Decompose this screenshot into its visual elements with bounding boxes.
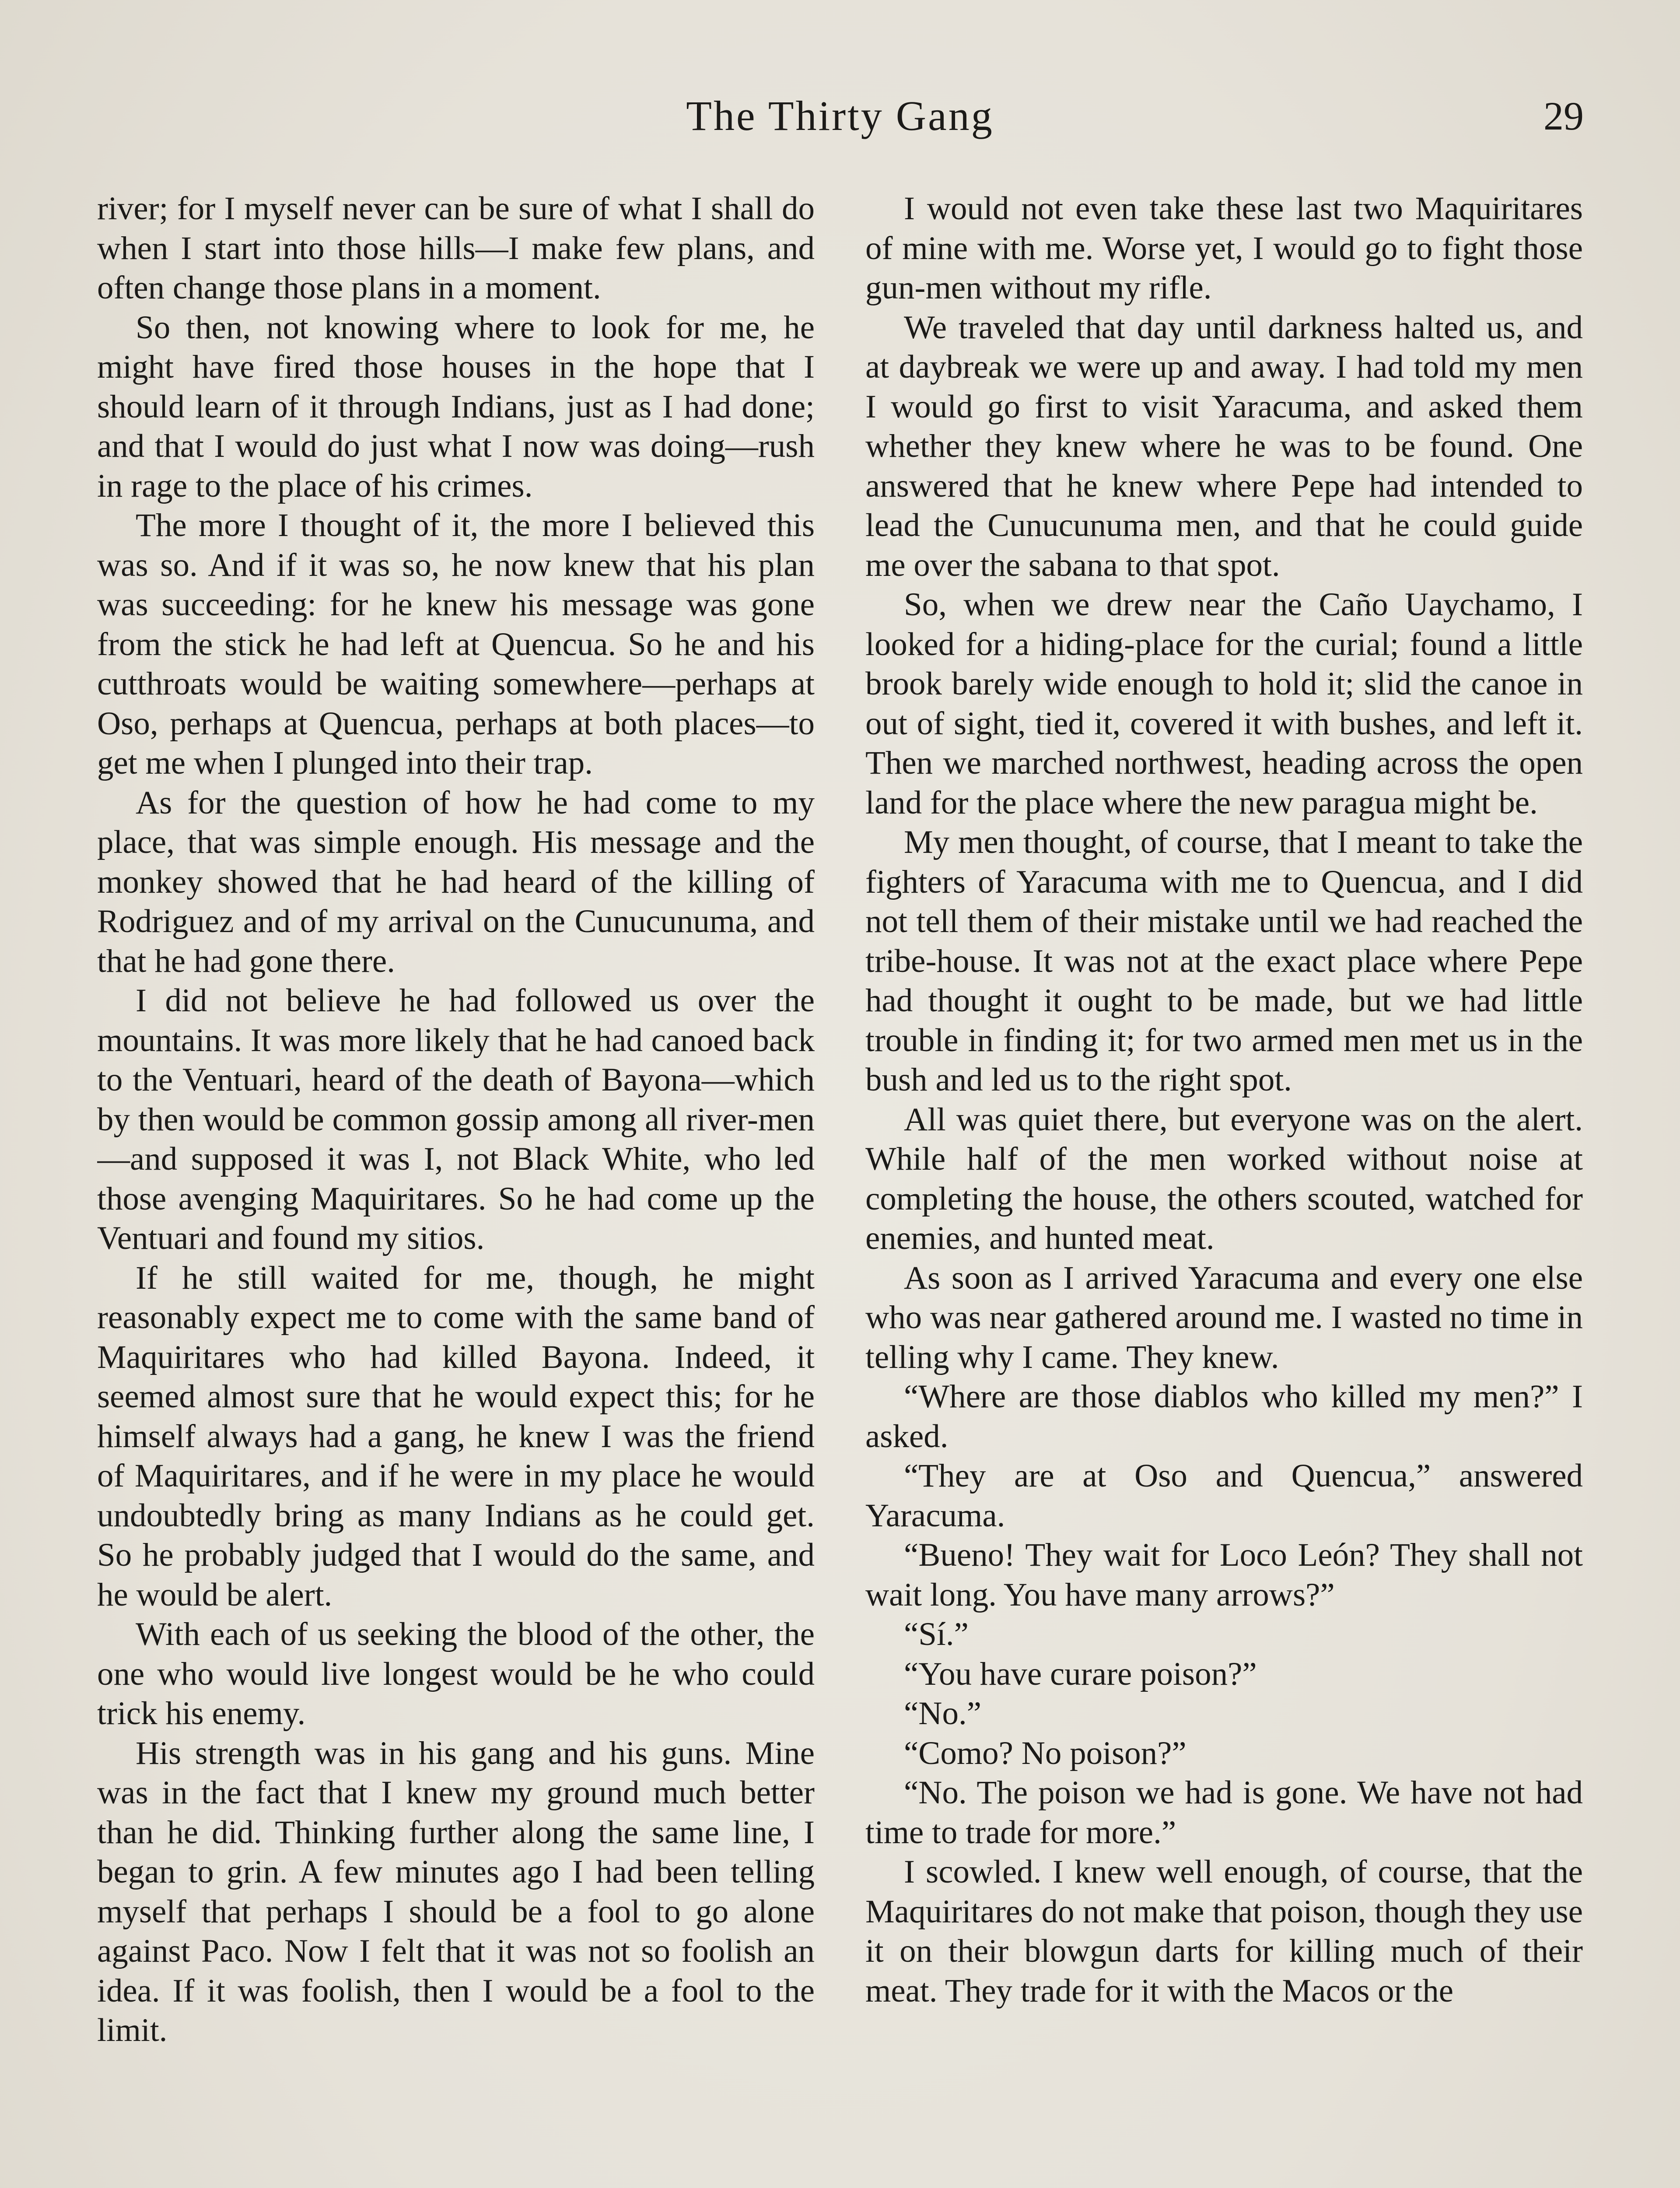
left-column (97, 189, 815, 2188)
paragraph: My men thought, of course, that I meant to take the fighters of Yaracuma with me to Quencua, and I did not tell them of their mistake until we had reached the tribe-house. It was not at the exact place where Pepe had thought it ought to be made, but we had little trouble in finding it; for two armed men met us in the bush and led us to the right spot. (865, 824, 1583, 1098)
paragraph: The more I thought of it, the more I believed this was so. And if it was so, he now knew that his plan was succeeding: for he knew his message was gone from the stick he had left at Quencua. So he and his cutthroats would be waiting somewhere—perhaps at Oso, perhaps at Quencua, perhaps at both places—to get me when I plunged into their trap. (97, 507, 815, 781)
paragraph: So then, not knowing where to look for me, he might have fired those houses in the hope that I should learn of it through Indians, just as I had done; and that I would do just what I now was doing—rush in rage to the place of his crimes. (97, 309, 815, 504)
paragraph: I did not believe he had followed us over the mountains. It was more likely that he had canoed back to the Ventuari, heard of the death of Bayona—which by then would be common gossip among all river-men—and supposed it was I, not Black White, who led those avenging Maquiritares. So he had come up the Ventuari and found my sitios. (97, 982, 815, 1256)
dialogue-line: “They are at Oso and Quencua,” answered Yaracuma. (865, 1458, 1583, 1534)
paragraph: His strength was in his gang and his guns. Mine was in the fact that I knew my ground much better than he did. Thinking further along the same line, I began to grin. A few minutes ago I had been telling myself that perhaps I should be a fool to go alone against Paco. Now I felt that it was not so foolish an idea. If it was foolish, then I would be a fool to the limit. (97, 1735, 815, 2048)
paragraph: As soon as I arrived Yaracuma and every one else who was near gathered around me. I wasted no time in telling why I came. They knew. (865, 1259, 1583, 1375)
paragraph: I scowled. I knew well enough, of course, that the Maquiritares do not make that poison, though they use it on their blowgun darts for killing much of their meat. They trade for it with the Macos or the (865, 1854, 1583, 2009)
paragraph: So, when we drew near the Caño Uaychamo, I looked for a hiding-place for the curial; found a little brook barely wide enough to hold it; slid the canoe in out of sight, tied it, covered it with bushes, and left it. Then we marched northwest, heading across the open land for the place where the new paragua might be. (865, 586, 1583, 821)
paragraph: All was quiet there, but everyone was on the alert. While half of the men worked without noise at completing the house, the others scouted, watched for enemies, and hunted meat. (865, 1101, 1583, 1256)
paragraph: If he still waited for me, though, he might reasonably expect me to come with the same band of Maquiritares who had killed Bayona. Indeed, it seemed almost sure that he would expect this; for he himself always had a gang, he knew I was the friend of Maquiritares, and if he were in my place he would undoubtedly bring as many Indians as he could get. So he probably judged that I would do the same, and he would be alert. (97, 1259, 815, 1613)
dialogue-line: “Como? No poison?” (904, 1735, 1186, 1771)
paragraph: I would not even take these last two Maquiritares of mine with me. Worse yet, I would go to fight those gun-men without my rifle. (865, 190, 1583, 306)
dialogue-line: “You have curare poison?” (904, 1655, 1257, 1692)
page-title: The Thirty Gang (686, 92, 994, 139)
dialogue-line: “Sí.” (904, 1616, 969, 1652)
dialogue-line: “Where are those diablos who killed my men?” I asked. (865, 1378, 1583, 1455)
running-head (0, 88, 1680, 144)
paragraph: As for the question of how he had come to my place, that was simple enough. His message and the monkey showed that he had heard of the killing of Rodriguez and of my arrival on the Cunucunuma, and that he had gone there. (97, 784, 815, 979)
dialogue-line: “Bueno! They wait for Loco León? They shall not wait long. You have many arrows?” (865, 1537, 1583, 1613)
right-column (865, 189, 1583, 2188)
paragraph: With each of us seeking the blood of the other, the one who would live longest would be he who could trick his enemy. (97, 1616, 815, 1732)
paragraph: We traveled that day until darkness halted us, and at daybreak we were up and away. I had told my men I would go first to visit Yaracuma, and asked them whether they knew where he was to be found. One answered that he knew where Pepe had intended to lead the Cunucunuma men, and that he could guide me over the sabana to that spot. (865, 309, 1583, 583)
dialogue-line: “No. The poison we had is gone. We have not had time to trade for more.” (865, 1774, 1583, 1851)
page-number: 29 (1544, 94, 1584, 138)
dialogue-line: “No.” (904, 1695, 981, 1732)
paragraph: river; for I myself never can be sure of what I shall do when I start into those hills—I make few plans, and often change those plans in a moment. (97, 190, 815, 306)
